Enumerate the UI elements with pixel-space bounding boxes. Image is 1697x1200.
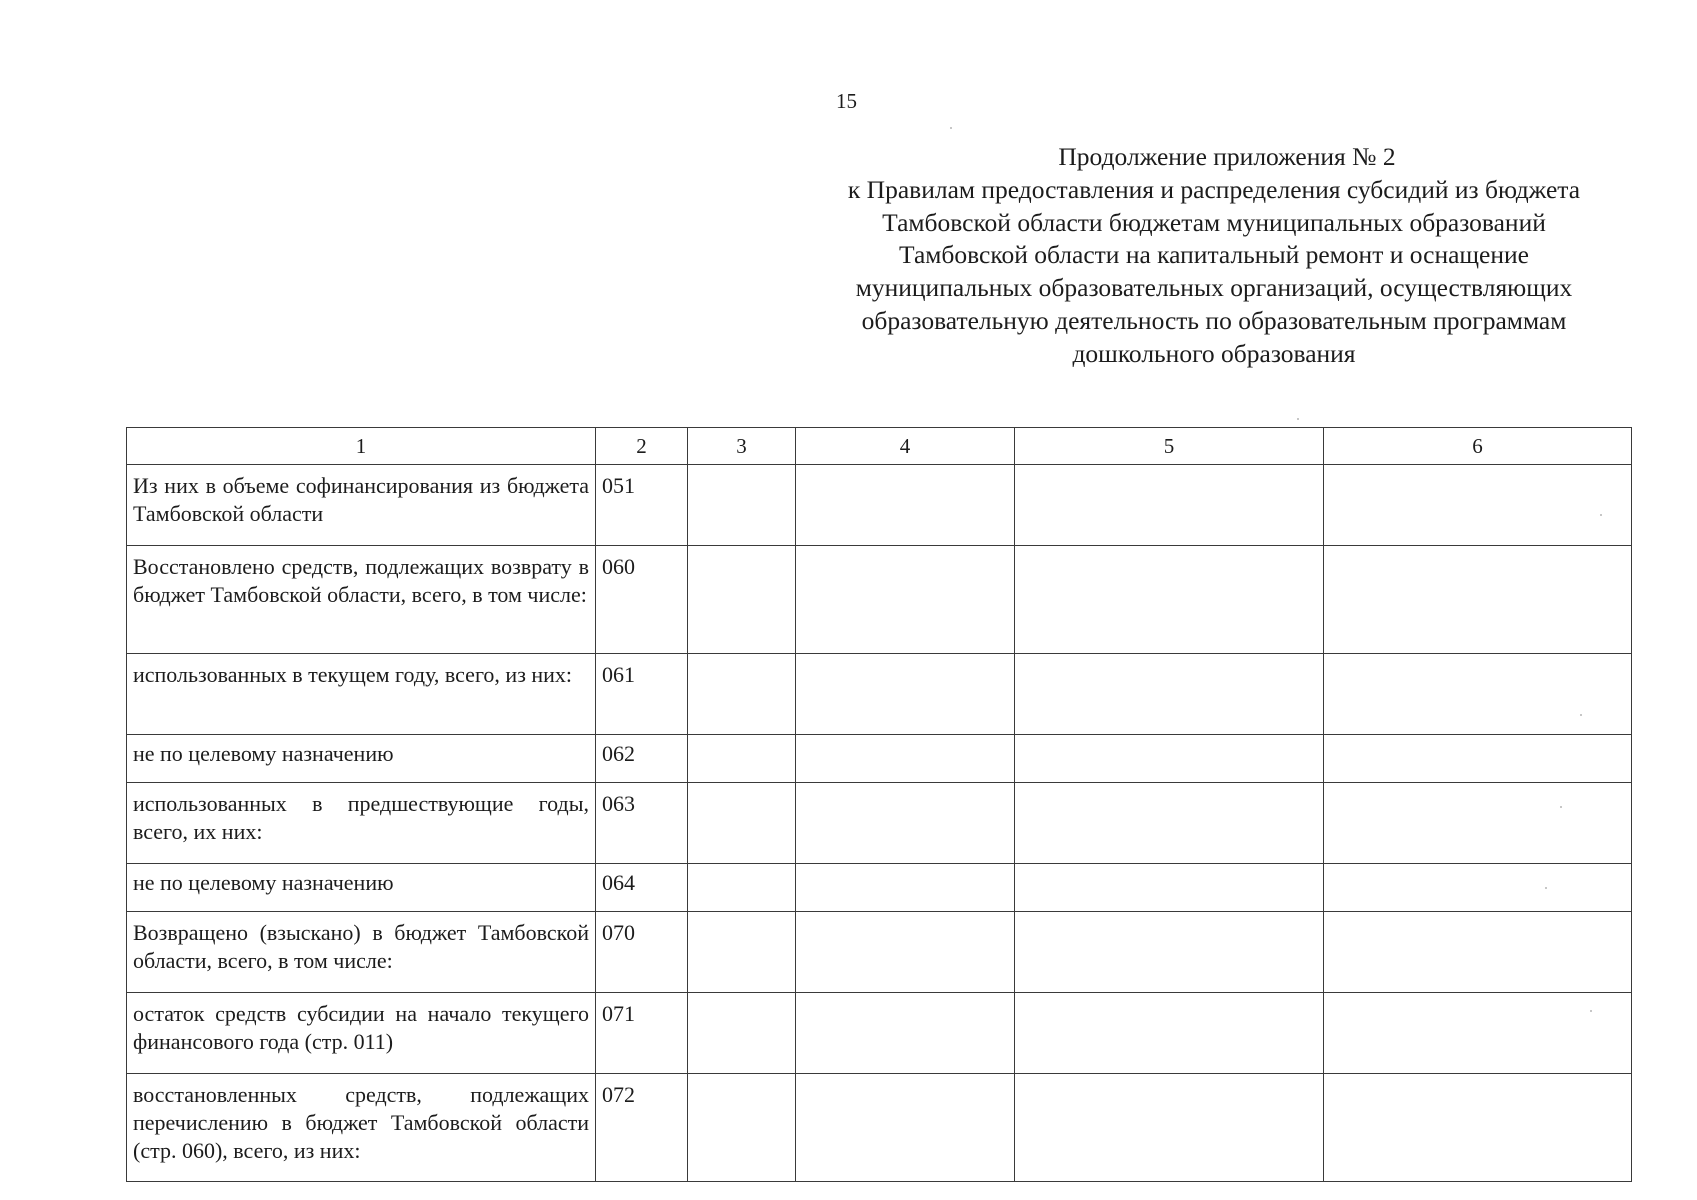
- row-code-cell: 061: [596, 654, 688, 735]
- appendix-subtitle-line: муниципальных образовательных организаций, осуществляющих: [855, 273, 1573, 303]
- value-cell: [1015, 864, 1324, 912]
- row-code-cell: 072: [596, 1074, 688, 1182]
- scan-speck: [1560, 806, 1562, 808]
- appendix-subtitle-line: Тамбовской области на капитальный ремонт и оснащение: [899, 240, 1529, 270]
- table-row: [127, 864, 1632, 912]
- table-row: [127, 783, 1632, 864]
- appendix-subtitle-line: образовательную деятельность по образовательным программам: [861, 305, 1567, 335]
- value-cell: [688, 654, 796, 735]
- row-name-cell: остаток средств субсидии на начало текущего финансового года (стр. 011): [127, 993, 596, 1074]
- column-header: 3: [688, 428, 796, 465]
- value-cell: [1015, 465, 1324, 546]
- row-name-cell: восстановленных средств, подлежащих перечислению в бюджет Тамбовской области (стр. 060), всего, из них:: [127, 1074, 596, 1182]
- value-cell: [1324, 912, 1632, 993]
- appendix-subtitle-line: к Правилам предоставления и распределения субсидий из бюджета: [847, 174, 1581, 204]
- row-code-cell: 064: [596, 864, 688, 912]
- value-cell: [1324, 546, 1632, 654]
- table-header-row: [127, 428, 1632, 465]
- table-row: [127, 735, 1632, 783]
- column-header: 2: [596, 428, 688, 465]
- scan-speck: [1297, 418, 1299, 420]
- value-cell: [1015, 912, 1324, 993]
- row-code-cell: 071: [596, 993, 688, 1074]
- row-name-cell: использованных в предшествующие годы, всего, их них:: [127, 783, 596, 864]
- value-cell: [796, 546, 1015, 654]
- row-name-cell: использованных в текущем году, всего, из них:: [127, 654, 596, 735]
- value-cell: [1324, 735, 1632, 783]
- table-row: [127, 993, 1632, 1074]
- report-table: [126, 427, 1632, 1182]
- value-cell: [688, 735, 796, 783]
- value-cell: [1324, 465, 1632, 546]
- value-cell: [796, 993, 1015, 1074]
- value-cell: [796, 783, 1015, 864]
- value-cell: [1324, 1074, 1632, 1182]
- value-cell: [688, 546, 796, 654]
- appendix-title: Продолжение приложения № 2: [1058, 142, 1396, 171]
- table-row: [127, 912, 1632, 993]
- table-header: [127, 428, 1632, 465]
- value-cell: [1015, 546, 1324, 654]
- table-row: [127, 546, 1632, 654]
- value-cell: [1324, 783, 1632, 864]
- table-row: [127, 465, 1632, 546]
- row-name-cell: не по целевому назначению: [127, 735, 596, 783]
- row-code-cell: 070: [596, 912, 688, 993]
- column-header: 4: [796, 428, 1015, 465]
- page-number: 15: [836, 89, 857, 113]
- row-code-cell: 051: [596, 465, 688, 546]
- appendix-subtitle-line: Тамбовской области бюджетам муниципальных образований: [882, 207, 1546, 237]
- row-name-cell: Из них в объеме софинансирования из бюджета Тамбовской области: [127, 465, 596, 546]
- value-cell: [1324, 864, 1632, 912]
- value-cell: [1015, 735, 1324, 783]
- table-row: [127, 1074, 1632, 1182]
- row-code-cell: 060: [596, 546, 688, 654]
- scan-speck: [1600, 514, 1602, 516]
- value-cell: [1015, 1074, 1324, 1182]
- value-cell: [796, 654, 1015, 735]
- value-cell: [1324, 654, 1632, 735]
- value-cell: [688, 1074, 796, 1182]
- row-name-cell: не по целевому назначению: [127, 864, 596, 912]
- row-code-cell: 062: [596, 735, 688, 783]
- table-body: [127, 465, 1632, 1182]
- value-cell: [688, 912, 796, 993]
- row-code-cell: 063: [596, 783, 688, 864]
- value-cell: [1015, 993, 1324, 1074]
- value-cell: [796, 912, 1015, 993]
- scan-speck: [1545, 887, 1547, 889]
- value-cell: [1015, 783, 1324, 864]
- value-cell: [688, 465, 796, 546]
- appendix-subtitle-line: дошкольного образования: [1072, 338, 1356, 368]
- value-cell: [796, 1074, 1015, 1182]
- row-name-cell: Восстановлено средств, подлежащих возврату в бюджет Тамбовской области, всего, в том числе:: [127, 546, 596, 654]
- column-header: 1: [127, 428, 596, 465]
- scan-speck: [1590, 1010, 1592, 1012]
- scan-speck: [950, 127, 952, 129]
- appendix-header: [783, 141, 1645, 371]
- column-header: 5: [1015, 428, 1324, 465]
- column-header: 6: [1324, 428, 1632, 465]
- value-cell: [688, 993, 796, 1074]
- value-cell: [1015, 654, 1324, 735]
- value-cell: [688, 783, 796, 864]
- value-cell: [796, 735, 1015, 783]
- value-cell: [688, 864, 796, 912]
- table-row: [127, 654, 1632, 735]
- value-cell: [1324, 993, 1632, 1074]
- row-name-cell: Возвращено (взыскано) в бюджет Тамбовской области, всего, в том числе:: [127, 912, 596, 993]
- value-cell: [796, 864, 1015, 912]
- value-cell: [796, 465, 1015, 546]
- scan-speck: [1580, 714, 1582, 716]
